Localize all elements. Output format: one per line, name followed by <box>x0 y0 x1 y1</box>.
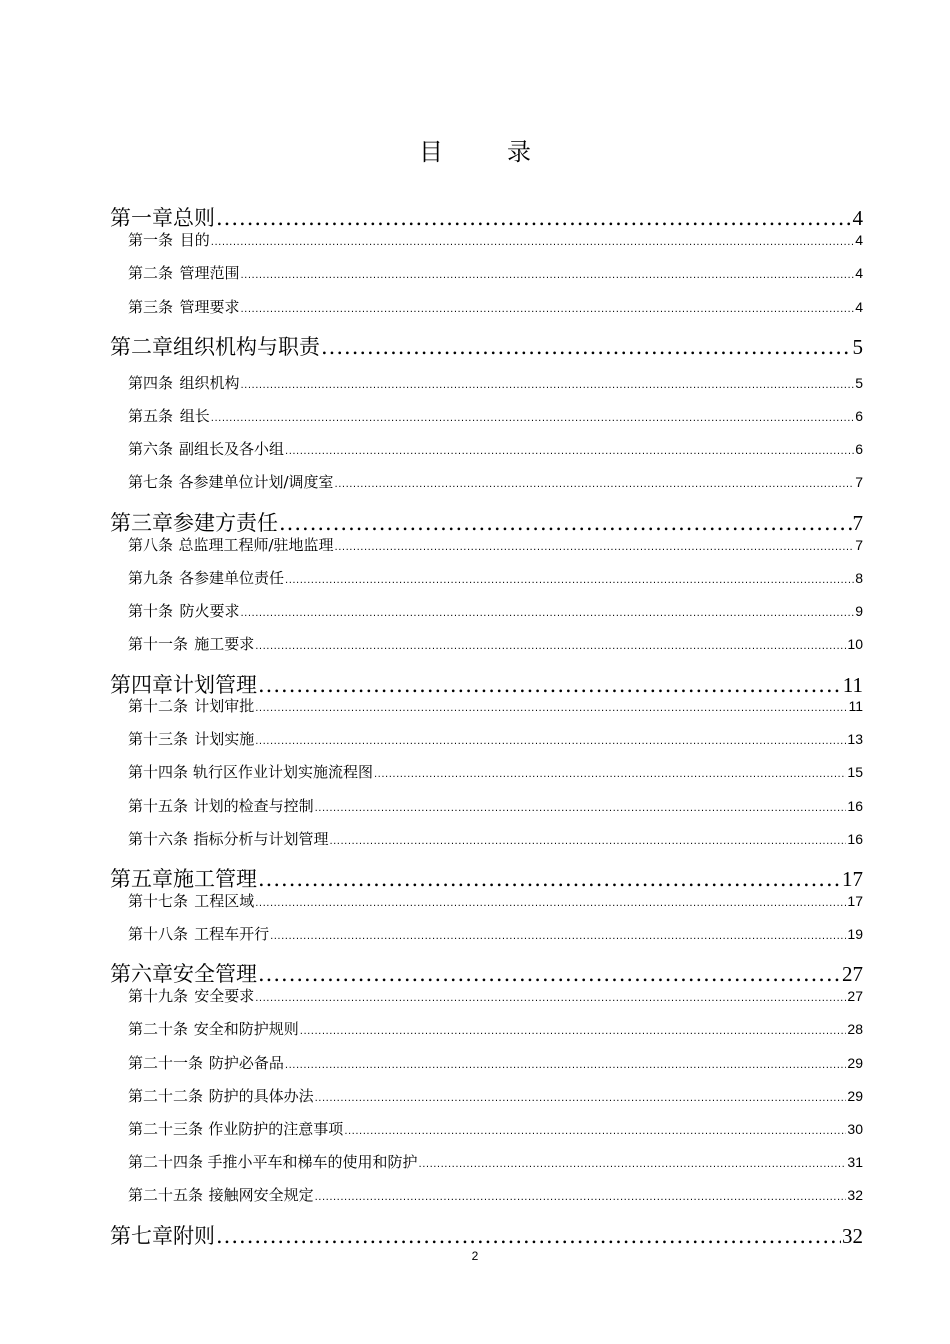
toc-chapter-entry[interactable] <box>110 331 863 361</box>
entry-number: 第一章 <box>110 206 173 230</box>
toc-article-entry[interactable] <box>128 296 863 317</box>
toc-article-entry[interactable] <box>128 1118 863 1139</box>
entry-title: 施工管理 <box>173 867 257 891</box>
entry-page-number: 16 <box>847 831 863 847</box>
entry-title: 计划实施 <box>194 730 255 748</box>
entry-number: 第八条 <box>128 536 174 554</box>
entry-page-number: 28 <box>847 1021 863 1037</box>
entry-title: 参建方责任 <box>173 511 278 535</box>
entry-title: 组织机构 <box>179 374 240 392</box>
entry-title: 计划的检查与控制 <box>193 797 314 815</box>
toc-article-entry[interactable] <box>128 828 863 849</box>
entry-title: 安全要求 <box>194 987 255 1005</box>
entry-page-number: 9 <box>855 603 863 619</box>
entry-title: 目的 <box>179 231 210 249</box>
entry-page-number: 29 <box>847 1055 863 1071</box>
entry-number: 第二条 <box>128 264 174 282</box>
entry-page-number: 13 <box>847 731 863 747</box>
entry-number: 第二十条 <box>128 1020 189 1038</box>
toc-article-entry[interactable] <box>128 438 863 459</box>
dot-leader <box>240 304 854 315</box>
entry-number: 第二十四条 <box>128 1153 204 1171</box>
entry-number: 第二十一条 <box>128 1054 204 1072</box>
dot-leader <box>258 673 842 697</box>
dot-leader <box>240 380 854 391</box>
entry-page-number: 30 <box>847 1121 863 1137</box>
entry-page-number: 10 <box>847 636 863 652</box>
entry-title: 总监理工程师/驻地监理 <box>178 536 334 554</box>
toc-article-entry[interactable] <box>128 405 863 426</box>
dot-leader <box>285 1060 847 1071</box>
entry-number: 第十七条 <box>128 892 189 910</box>
entry-number: 第七条 <box>128 473 174 491</box>
toc-article-entry[interactable] <box>128 471 863 492</box>
entry-page-number: 31 <box>847 1154 863 1170</box>
toc-article-entry[interactable] <box>128 1052 863 1073</box>
entry-number: 第十二条 <box>128 697 189 715</box>
entry-number: 第四章 <box>110 673 173 697</box>
entry-title: 轨行区作业计划实施流程图 <box>192 763 373 781</box>
entry-page-number: 17 <box>847 893 863 909</box>
toc-article-entry[interactable] <box>128 890 863 911</box>
entry-page-number: 4 <box>855 299 863 315</box>
toc-chapter-entry[interactable] <box>110 202 863 232</box>
dot-leader <box>258 867 841 891</box>
dot-leader <box>279 511 852 535</box>
dot-leader <box>285 575 854 586</box>
dot-leader <box>258 962 841 986</box>
toc-article-entry[interactable] <box>128 567 863 588</box>
toc-article-entry[interactable] <box>128 600 863 621</box>
entry-page-number: 16 <box>847 798 863 814</box>
entry-number: 第二章 <box>110 335 173 359</box>
toc-article-entry[interactable] <box>128 1085 863 1106</box>
entry-number: 第十八条 <box>128 925 189 943</box>
entry-title: 组长 <box>179 407 210 425</box>
entry-title: 施工要求 <box>194 635 255 653</box>
toc-article-entry[interactable] <box>128 1184 863 1205</box>
entry-number: 第十条 <box>128 602 174 620</box>
entry-title: 接触网安全规定 <box>208 1186 314 1204</box>
entry-number: 第二十三条 <box>128 1120 204 1138</box>
entry-number: 第十九条 <box>128 987 189 1005</box>
toc-article-entry[interactable] <box>128 923 863 944</box>
entry-number: 第六章 <box>110 962 173 986</box>
entry-page-number: 6 <box>855 408 863 424</box>
dot-leader <box>419 1159 847 1170</box>
dot-leader <box>329 836 846 847</box>
entry-title: 管理范围 <box>179 264 240 282</box>
entry-title: 工程区域 <box>194 892 255 910</box>
toc-article-entry[interactable] <box>128 985 863 1006</box>
toc-article-entry[interactable] <box>128 695 863 716</box>
toc-article-entry[interactable] <box>128 1151 863 1172</box>
dot-leader <box>315 1192 847 1203</box>
entry-page-number: 4 <box>852 206 863 230</box>
entry-title: 安全管理 <box>173 962 257 986</box>
dot-leader <box>255 993 846 1004</box>
entry-page-number: 27 <box>842 962 863 986</box>
entry-title: 指标分析与计划管理 <box>193 830 329 848</box>
entry-title: 防火要求 <box>179 602 240 620</box>
toc-title: 目 录 <box>419 138 551 166</box>
toc-article-entry[interactable] <box>128 1018 863 1039</box>
entry-title: 各参建单位计划/调度室 <box>178 473 334 491</box>
toc-article-entry[interactable] <box>128 728 863 749</box>
entry-title: 作业防护的注意事项 <box>208 1120 344 1138</box>
dot-leader <box>216 1224 841 1248</box>
dot-leader <box>255 736 846 747</box>
toc-chapter-entry[interactable] <box>110 1220 863 1250</box>
dot-leader <box>211 237 854 248</box>
entry-title: 计划管理 <box>173 673 257 697</box>
entry-number: 第十一条 <box>128 635 189 653</box>
entry-page-number: 7 <box>855 474 863 490</box>
entry-page-number: 27 <box>847 988 863 1004</box>
dot-leader <box>255 898 846 909</box>
entry-page-number: 7 <box>855 537 863 553</box>
entry-title: 防护的具体办法 <box>208 1087 314 1105</box>
entry-number: 第三条 <box>128 298 174 316</box>
entry-page-number: 15 <box>847 764 863 780</box>
dot-leader <box>335 542 855 553</box>
dot-leader <box>315 803 847 814</box>
entry-title: 副组长及各小组 <box>179 440 285 458</box>
dot-leader <box>374 769 846 780</box>
page-number: 2 <box>471 1249 479 1263</box>
toc-article-entry[interactable] <box>128 761 863 782</box>
toc-article-entry[interactable] <box>128 372 863 393</box>
dot-leader <box>315 1093 847 1104</box>
dot-leader <box>300 1026 847 1037</box>
entry-page-number: 11 <box>842 673 863 697</box>
entry-number: 第四条 <box>128 374 174 392</box>
entry-title: 安全和防护规则 <box>193 1020 299 1038</box>
toc-article-entry[interactable] <box>128 262 863 283</box>
dot-leader <box>255 641 846 652</box>
entry-number: 第十四条 <box>128 763 189 781</box>
dot-leader <box>255 703 847 714</box>
toc-chapter-entry[interactable] <box>110 958 863 988</box>
dot-leader <box>240 270 854 281</box>
entry-title: 计划审批 <box>194 697 255 715</box>
entry-number: 第十三条 <box>128 730 189 748</box>
entry-number: 第五章 <box>110 867 173 891</box>
entry-number: 第二十二条 <box>128 1087 204 1105</box>
entry-title: 工程车开行 <box>194 925 270 943</box>
entry-number: 第九条 <box>128 569 174 587</box>
entry-title: 附则 <box>173 1224 215 1248</box>
entry-page-number: 29 <box>847 1088 863 1104</box>
entry-title: 组织机构与职责 <box>173 335 320 359</box>
entry-page-number: 4 <box>855 232 863 248</box>
toc-article-entry[interactable] <box>128 534 863 555</box>
entry-title: 管理要求 <box>179 298 240 316</box>
dot-leader <box>321 335 852 359</box>
entry-page-number: 5 <box>852 335 863 359</box>
entry-number: 第十五条 <box>128 797 189 815</box>
entry-page-number: 32 <box>842 1224 863 1248</box>
entry-title: 手推小平车和梯车的使用和防护 <box>207 1153 418 1171</box>
entry-page-number: 5 <box>855 375 863 391</box>
entry-page-number: 8 <box>855 570 863 586</box>
toc-chapter-entry[interactable] <box>110 507 863 537</box>
entry-number: 第七章 <box>110 1224 173 1248</box>
dot-leader <box>211 413 854 424</box>
entry-page-number: 17 <box>842 867 863 891</box>
entry-page-number: 7 <box>852 511 863 535</box>
toc-article-entry[interactable] <box>128 229 863 250</box>
toc-chapter-entry[interactable] <box>110 863 863 893</box>
toc-article-entry[interactable] <box>128 633 863 654</box>
entry-number: 第一条 <box>128 231 174 249</box>
entry-title: 防护必备品 <box>208 1054 284 1072</box>
entry-number: 第二十五条 <box>128 1186 204 1204</box>
dot-leader <box>344 1126 846 1137</box>
entry-page-number: 4 <box>855 265 863 281</box>
entry-number: 第五条 <box>128 407 174 425</box>
entry-number: 第三章 <box>110 511 173 535</box>
dot-leader <box>285 446 854 457</box>
entry-page-number: 6 <box>855 441 863 457</box>
entry-page-number: 32 <box>847 1187 863 1203</box>
toc-article-entry[interactable] <box>128 795 863 816</box>
entry-title: 各参建单位责任 <box>179 569 285 587</box>
dot-leader <box>335 479 855 490</box>
entry-page-number: 19 <box>847 926 863 942</box>
dot-leader <box>270 931 846 942</box>
entry-page-number: 11 <box>848 698 863 714</box>
entry-number: 第十六条 <box>128 830 189 848</box>
entry-title: 总则 <box>173 206 215 230</box>
entry-number: 第六条 <box>128 440 174 458</box>
dot-leader <box>240 608 854 619</box>
dot-leader <box>216 206 852 230</box>
